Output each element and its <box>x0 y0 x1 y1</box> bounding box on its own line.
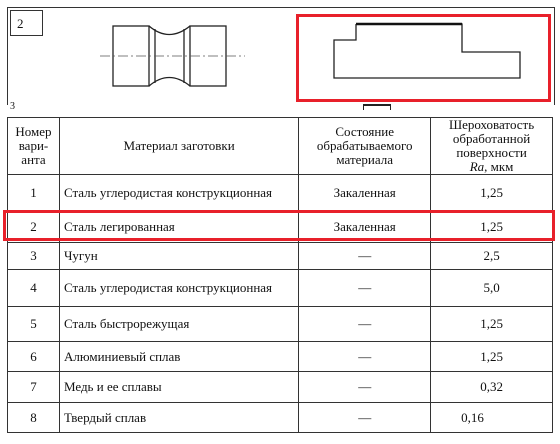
row-state: Закаленная <box>299 175 431 212</box>
table-row <box>8 175 553 212</box>
row-state: — <box>299 243 431 270</box>
row-roughness: 1,25 <box>431 307 553 342</box>
row-number: 6 <box>8 342 60 372</box>
row-number: 7 <box>8 372 60 403</box>
row-number: 4 <box>8 270 60 307</box>
header-variant-number <box>8 118 60 175</box>
row-number: 2 <box>8 212 60 243</box>
next-drawing-stub <box>363 104 391 110</box>
header-material: Материал заготовки <box>59 118 298 175</box>
table-row <box>8 270 553 307</box>
row-material: Сталь углеродистая конструкционная <box>59 175 298 212</box>
materials-table <box>7 117 553 433</box>
row-material: Алюминиевый сплав <box>59 342 298 372</box>
row-roughness: 0,32 <box>431 372 553 403</box>
row-roughness: 1,25 <box>431 212 553 243</box>
next-variant-number: 3 <box>10 101 15 112</box>
row-roughness: 0,16 <box>431 403 553 433</box>
row-material: Чугун <box>59 243 298 270</box>
header-ra-symbol: Ra <box>469 159 485 174</box>
row-state: — <box>299 270 431 307</box>
row-roughness: 5,0 <box>431 270 553 307</box>
row-number: 3 <box>8 243 60 270</box>
row-material: Сталь углеродистая конструкционная <box>59 270 298 307</box>
header-roughness-text: Шероховатость обработанной поверхности <box>448 117 535 160</box>
row-state: — <box>299 403 431 433</box>
row-state: Закаленная <box>299 212 431 243</box>
row-material: Сталь легированная <box>59 212 298 243</box>
table-row <box>8 243 553 270</box>
table-header-row <box>8 118 553 175</box>
stepped-profile <box>334 24 520 78</box>
row-number: 1 <box>8 175 60 212</box>
table-row <box>8 342 553 372</box>
header-state: Состояние обрабатываемого материала <box>299 118 431 175</box>
row-roughness: 1,25 <box>431 342 553 372</box>
row-roughness: 2,5 <box>431 243 553 270</box>
table-row <box>8 307 553 342</box>
row-roughness: 1,25 <box>431 175 553 212</box>
table-row <box>8 372 553 403</box>
part-drawing-right <box>296 14 551 102</box>
variant-number-box: 2 <box>10 10 43 36</box>
header-variant-text: Номер вари-анта <box>15 124 52 167</box>
row-state: — <box>299 372 431 403</box>
header-ra-unit: , мкм <box>484 159 514 174</box>
row-state: — <box>299 307 431 342</box>
table-row <box>8 403 553 433</box>
part-drawing-left <box>95 15 260 105</box>
row-number: 8 <box>8 403 60 433</box>
header-roughness <box>431 118 553 175</box>
row-material: Твердый сплав <box>59 403 298 433</box>
row-state: — <box>299 342 431 372</box>
highlight-row-2 <box>3 210 555 241</box>
row-number: 5 <box>8 307 60 342</box>
row-material: Сталь быстрорежущая <box>59 307 298 342</box>
next-row-strip <box>7 101 553 117</box>
row-material: Медь и ее сплавы <box>59 372 298 403</box>
